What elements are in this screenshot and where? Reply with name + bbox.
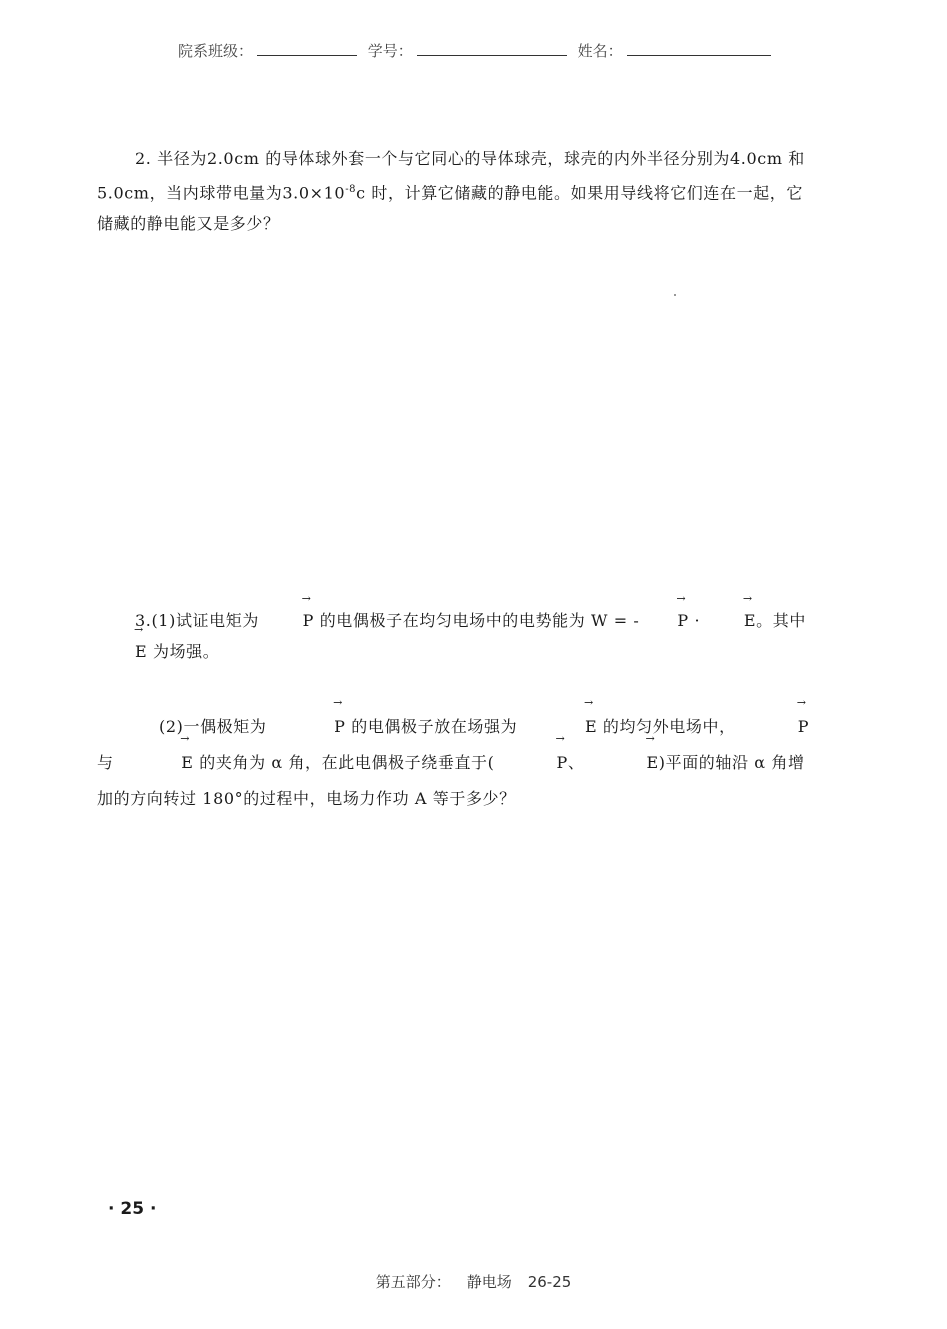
- page-number: · 25 ·: [108, 1199, 157, 1219]
- problem-3-2-text-a: 一偶极矩为: [183, 717, 267, 736]
- name-blank[interactable]: [627, 41, 771, 56]
- vector-e: → E: [706, 605, 756, 636]
- problem-3-part-1: [97, 605, 819, 667]
- footer-topic: 静电场: [466, 1273, 512, 1291]
- scan-speck: [674, 294, 676, 296]
- problem-3-number: 3.: [135, 611, 152, 630]
- problem-3-2-part: (2): [159, 717, 184, 736]
- vector-e: → E: [97, 636, 147, 667]
- problem-3-part-2: [97, 709, 819, 817]
- problem-2: [97, 143, 819, 239]
- vector-e: → E: [119, 745, 193, 781]
- problem-3-2-text-c: 的均匀外电场中，: [602, 717, 736, 736]
- student-id-label: 学号：: [367, 42, 413, 60]
- problem-3-2-text-d: 与: [97, 753, 114, 772]
- student-info-header: [178, 40, 778, 61]
- footer-page-ref: 26-25: [527, 1273, 572, 1291]
- problem-3-1-part: (1): [151, 611, 176, 630]
- dot-operator: ·: [688, 611, 706, 630]
- vector-e: → E: [523, 709, 597, 745]
- problem-3-1-text-c: 。其中: [756, 611, 806, 630]
- vector-p: → P: [495, 745, 568, 781]
- problem-3-1-text-b: 的电偶极子在均匀电场中的电势能为 W = -: [319, 611, 640, 630]
- vector-p: → P: [272, 709, 345, 745]
- problem-3-2-text-f: )平面的轴沿 α 角增加的方向转过 180°的过程中，电场力作功 A 等于多少？: [97, 753, 805, 808]
- vector-e: → E: [584, 745, 658, 781]
- problem-3-1-text-d: 为场强。: [152, 642, 220, 661]
- name-label: 姓名：: [577, 42, 623, 60]
- footer-section: 第五部分：: [375, 1273, 451, 1291]
- student-id-blank[interactable]: [417, 41, 567, 56]
- vector-p: → P: [736, 709, 809, 745]
- vector-p: → P: [265, 605, 314, 636]
- footer: [0, 1271, 947, 1292]
- problem-2-text-b: c 时，计算它储藏的静电能。如果用导线将它们连在一起，它储藏的静电能又是多少？: [97, 183, 804, 234]
- problem-3-2-text-b: 的电偶极子放在场强为: [351, 717, 518, 736]
- vector-p: → P: [639, 605, 688, 636]
- separator: 、: [567, 753, 585, 772]
- problem-2-text-a: 半径为2.0cm 的导体球外套一个与它同心的导体球壳，球壳的内外半径分别为4.0cm 和5.0cm，当内球带电量为3.0×10: [97, 149, 805, 203]
- dept-class-blank[interactable]: [257, 41, 357, 56]
- problem-3-2-text-e: 的夹角为 α 角，在此电偶极子绕垂直于(: [199, 753, 495, 772]
- problem-2-exponent: -8: [345, 184, 357, 195]
- problem-3-1-text-a: 试证电矩为: [175, 611, 259, 630]
- dept-class-label: 院系班级：: [178, 42, 254, 60]
- problem-2-number: 2.: [135, 149, 152, 168]
